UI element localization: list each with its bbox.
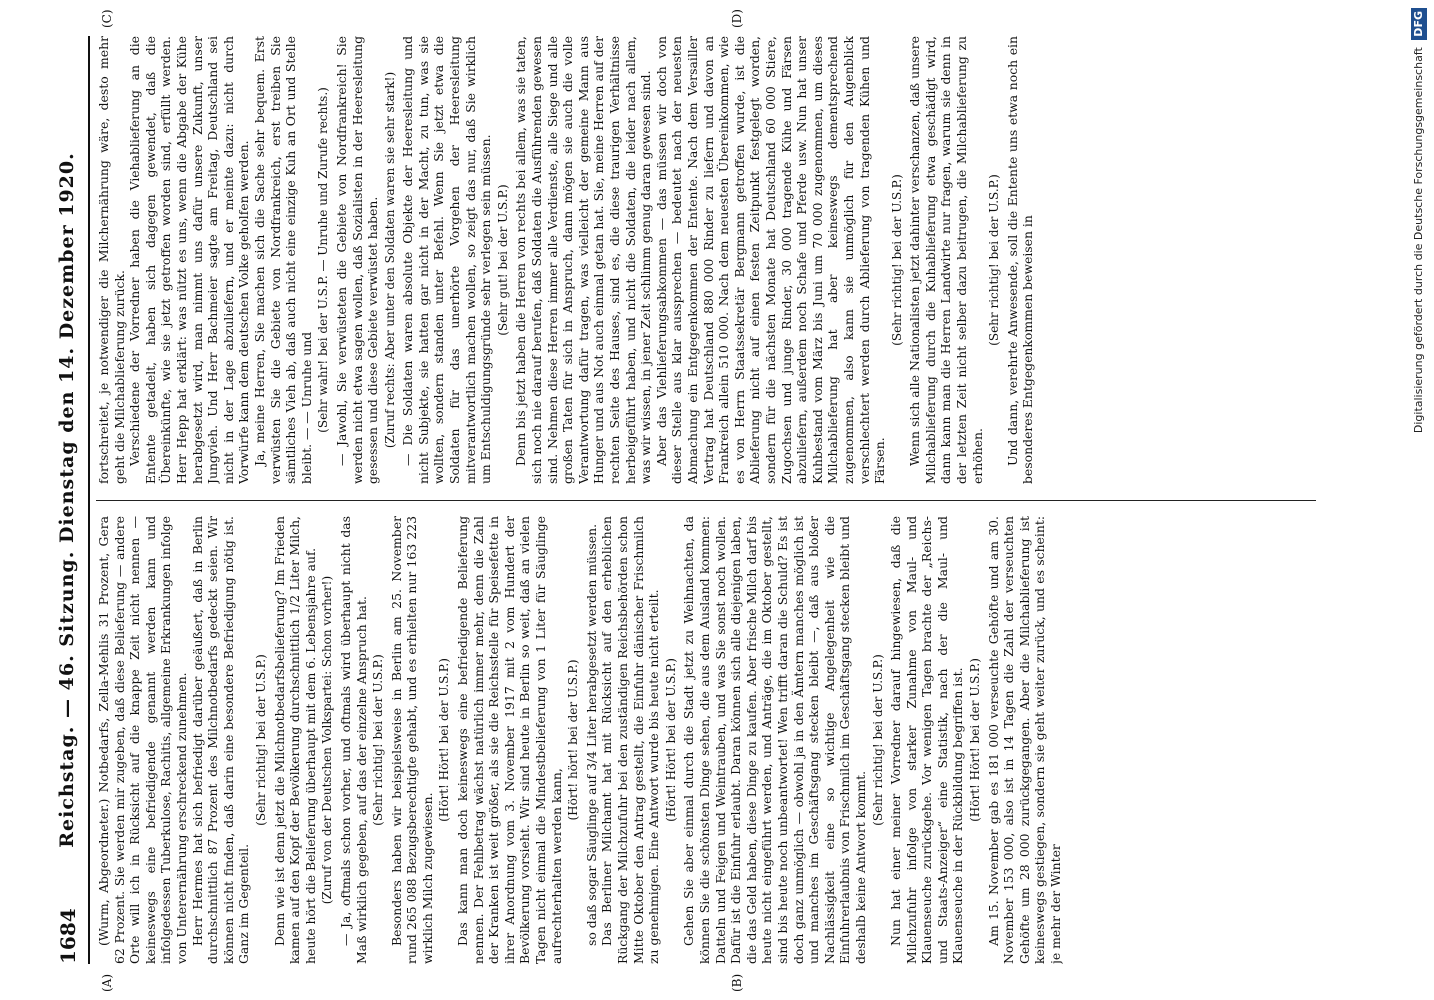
interjection: (Sehr richtig! bei der U.S.P.) <box>987 174 1002 346</box>
paragraph: Verschiedene der Vorredner haben die Viehablieferung an die Entente getadelt, haben sich dagegen gewendet, daß die Übereinkünfte, wie sie jetzt getroffen worden sind, erfüllt werden. Herr Hepp hat erklärt: was nützt es uns, wenn die Abgabe der Kühe herabgesetzt wird, man nimmt uns dafür unsere Zukunft, unser Jungvieh. Und Herr Bachmeier sagte am Freitag, Deutschland sei nicht in der Lage abzuliefern, und er meinte dazu: nicht durch Vorwürfe kann dem deutschen Volke geholfen werden. <box>127 36 252 484</box>
interjection: (Sehr richtig! bei der U.S.P.) <box>889 174 904 346</box>
interjection: (Sehr richtig! bei der U.S.P.) <box>253 654 268 826</box>
page-header <box>50 36 90 964</box>
interjection: (Hört! Hört! bei der U.S.P.) <box>663 658 678 822</box>
column-divider <box>96 500 1316 501</box>
paragraph: Herr Hermes hat sich befriedigt darüber geäußert, daß in Berlin durchschnittlich 87 Prozent des Milchnotbedarfs gedeckt seien. Wir können nicht finden, daß darin eine besondere Befriedigung nötig ist. Ganz im Gegenteil. <box>189 516 252 964</box>
interjection: (Hört! Hört! bei der U.S.P.) <box>968 658 983 822</box>
interjection: (Zuruf rechts: Aber unter den Soldaten waren sie sehr stark!) <box>382 71 397 449</box>
digitization-note: Digitalisierung gefördert durch die Deutsche Forschungsgemeinschaft <box>1412 47 1425 434</box>
paragraph: Nun hat einer meiner Vorredner darauf hingewiesen, daß die Milchzufuhr infolge von starker Zunahme von Maul- und Klauenseuche zurückgehe. Vor wenigen Tagen brachte der „Reichs- und Staats-Anzeiger“ eine Statistik, nach der die Maul- und Klauenseuche in der Rückbildung begriffen ist. <box>888 516 966 964</box>
interjection: (Sehr wahr! bei der U.S.P. — Unruhe und Zurufe rechts.) <box>316 87 331 433</box>
paragraph: (Wurm, Abgeordneter.) Notbedarfs, Zella-Mehlis 31 Prozent, Gera 62 Prozent. Sie werden mir zugeben, daß diese Belieferung — andere Orte will ich in Rücksicht auf die knappe Zeit nicht nennen — keineswegs eine befriedigende genannt werden kann und infolgedessen Tuberkulose, Rachitis, allgemeine Erkrankungen infolge von Unterernährung erschreckend zunehmen. <box>96 516 189 964</box>
paragraph: Ja, meine Herren, Sie machen sich die Sache sehr bequem. Erst verwüsten Sie die Gebiete von Nordfrankreich, erst treiben Sie sämtliches Vieh ab, daß auch nicht eine einzige Kuh an Ort und Stelle bleibt. — — Unruhe und <box>251 36 314 484</box>
left-text-column <box>96 516 1316 964</box>
interjection: (Zuruf von der Deutschen Volkspartei: Schon vorher!) <box>320 575 335 905</box>
page-title: Reichstag. — 46. Sitzung. Dienstag den 14. Dezember 1920. <box>56 152 78 848</box>
paragraph: Wenn sich alle Nationalisten jetzt dahinter verschanzen, daß unsere Milchablieferung durch die Kuhablieferung etwa geschädigt wird, dann kann man die Herren Landwirte nur fragen, warum sie denn in der letzten Zeit nicht selber dazu beitrugen, die Milchablieferung zu erhöhen. <box>907 36 985 484</box>
paragraph: Denn wie ist denn jetzt die Milchnotbedarfsbelieferung? Im Frieden kamen auf den Kopf der Bevölkerung durchschnittlich 1/2 Liter Milch, heute hört die Belieferung überhaupt mit dem 6. Lebensjahre auf. <box>271 516 318 964</box>
paragraph: Besonders haben wir beispielsweise in Berlin am 25. November rund 265 088 Bezugsberechtigte gehabt, und es erhielten nur 163 223 wirklich Milch zugewiesen. <box>388 516 435 964</box>
interjection: (Hört! Hört! bei der U.S.P.) <box>437 658 452 822</box>
dfg-logo: DFG <box>1411 8 1427 40</box>
paragraph: so daß sogar Säuglinge auf 3/4 Liter herabgesetzt werden müssen. <box>583 523 599 946</box>
paragraph: — Ja, oftmals schon vorher, und oftmals wird überhaupt nicht das Maß wirklich gegeben, auf das der einzelne Anspruch hat. <box>337 516 369 964</box>
page-number: 1684 <box>56 908 80 964</box>
paragraph: Das Berliner Milchamt hat mit Rücksicht auf den erheblichen Rückgang der Milchzufuhr bei den zuständigen Reichsbehörden schon Mitte Oktober den Antrag gestellt, die Einfuhr dänischer Frischmilch zu genehmigen. Eine Antwort wurde bis heute nicht erteilt. <box>599 516 662 964</box>
paragraph: Das kann man doch keineswegs eine befriedigende Belieferung nennen. Der Fehlbetrag wächst natürlich immer mehr, denn die Zahl der Kranken ist weit größer, als sie die Reichsstelle für Speisefette in ihrer Anordnung vom 3. November 1917 mit 2 vom Hundert der Bevölkerung vorsieht. Wir sind heute in Berlin so weit, daß an vielen Tagen nicht einmal die Mindestbelieferung von 1 Liter für Säuglinge aufrechterhalten werden kann, <box>455 516 564 964</box>
paragraph: — Jawohl, Sie verwüsteten die Gebiete von Nordfrankreich! Sie werden nicht etwa sagen wollen, daß Sozialisten in der Heeresleitung gesessen und diese Gebiete verwüstet haben. <box>333 36 381 484</box>
interjection: (Sehr richtig! bei der U.S.P.) <box>371 654 386 826</box>
paragraph: Aber das Viehlieferungsabkommen — das müssen wir doch von dieser Stelle aus klar aussprechen — bedeutet nach der neuesten Abmachung ein Entgegenkommen der Entente. Nach dem Versailler Vertrag hat Deutschland 880 000 Rinder zu liefern und davon an Frankreich allein 510 000. Nach dem neuesten Übereinkommen, wie es von Herrn Staatssekretär Bergmann getroffen wurde, ist die Ablieferung nicht auf einen festen Zeitpunkt festgelegt worden, sondern für die nächsten Monate hat Deutschland 60 000 Stiere, Zugochsen und junge Rinder, 30 000 tragende Kühe und Färsen abzuliefern, außerdem noch Schafe und Pferde usw. Nun hat unser Kuhbestand vom März bis Juni um 70 000 zugenommen, um dieses Milchablieferung hat aber keineswegs dementsprechend zugenommen, also kann sie unmöglich für den Augenblick verschlechtert werden durch Ablieferung von tragenden Kühen und Färsen. <box>653 36 888 484</box>
digitization-credit <box>1408 8 1430 988</box>
paragraph: Am 15. November gab es 181 000 verseuchte Gehöfte und am 30. November 153 000, also ist in 14 Tagen die Zahl der verseuchten Gehöfte um 28 000 zurückgegangen. Aber die Milchablieferung ist keineswegs gestiegen, sondern sie geht weiter zurück, und es scheint: je mehr der Winter <box>985 516 1064 964</box>
paragraph: Gehen Sie aber einmal durch die Stadt jetzt zu Weihnachten, da können Sie die schönsten Dinge sehen, die aus dem Ausland kommen: Datteln und Feigen und Weintrauben, und was Sie sonst noch wollen. Dafür ist die Einfuhr erlaubt. Daran können sich alle diejenigen laben, die das Geld haben, diese Dinge zu kaufen. Aber frische Milch darf bis heute nicht eingeführt werden, und Anträge, die im Oktober gestellt, sind bis heute noch unbeantwortet! Wen trifft daran die Schuld? Es ist doch ganz unmöglich — obwohl ja in den Ämtern manches möglich ist und manches im Geschäftsgang stecken bleibt —, daß aus bloßer Nachlässigkeit eine so wichtige Angelegenheit wie die Einfuhrerlaubnis von Frischmilch im Geschäftsgang stecken bleibt und deshalb keine Antwort kommt. <box>681 516 868 964</box>
margin-mark-a: (A) <box>100 973 114 992</box>
margin-mark-c: (C) <box>100 9 114 28</box>
margin-mark-d: (D) <box>730 9 744 28</box>
paragraph: — Die Soldaten waren absolute Objekte der Heeresleitung und nicht Subjekte, sie hatten gar nicht in der Macht, zu tun, was sie wollten, sondern standen unter Befehl. Wenn Sie jetzt etwa die Soldaten für das unerhörte Vorgehen der Heeresleitung mitverantwortlich machen wollen, so zeigt das nur, daß Sie wirklich um Entschuldigungsgründe sehr verlegen sein müssen. <box>400 36 494 484</box>
paragraph: fortschreitet, je notwendiger die Milchernährung wäre, desto mehr geht die Milchablieferung zurück. <box>96 36 127 484</box>
interjection: (Sehr gut! bei der U.S.P.) <box>495 184 510 336</box>
interjection: (Sehr richtig! bei der U.S.P.) <box>870 654 885 826</box>
interjection: (Hört! hört! bei der U.S.P.) <box>566 659 581 821</box>
paragraph: Denn bis jetzt haben die Herren von rechts bei allem, was sie taten, sich noch nie darauf berufen, daß Soldaten die Ausführenden gewesen sind. Nehmen diese Herren immer alle Verdienste, alle Siege und alle großen Taten für sich in Anspruch, dann mögen sie auch die volle Verantwortung dafür tragen, was vielleicht der gemeine Mann aus Hunger und aus Not auch einmal getan hat. Sie, meine Herren auf der rechten Seite des Hauses, sind es, die diese traurigen Verhältnisse herbeigeführt haben, und nicht die Soldaten, die leider nach allem, was wir wissen, in jener Zeit schlimm genug daran gewesen sind. <box>513 36 654 484</box>
right-text-column <box>96 36 1316 484</box>
margin-mark-b: (B) <box>730 973 744 992</box>
paragraph: Und dann, verehrte Anwesende, soll die Entente uns etwa noch ein besonderes Entgegenkommen beweisen in <box>1004 36 1036 484</box>
